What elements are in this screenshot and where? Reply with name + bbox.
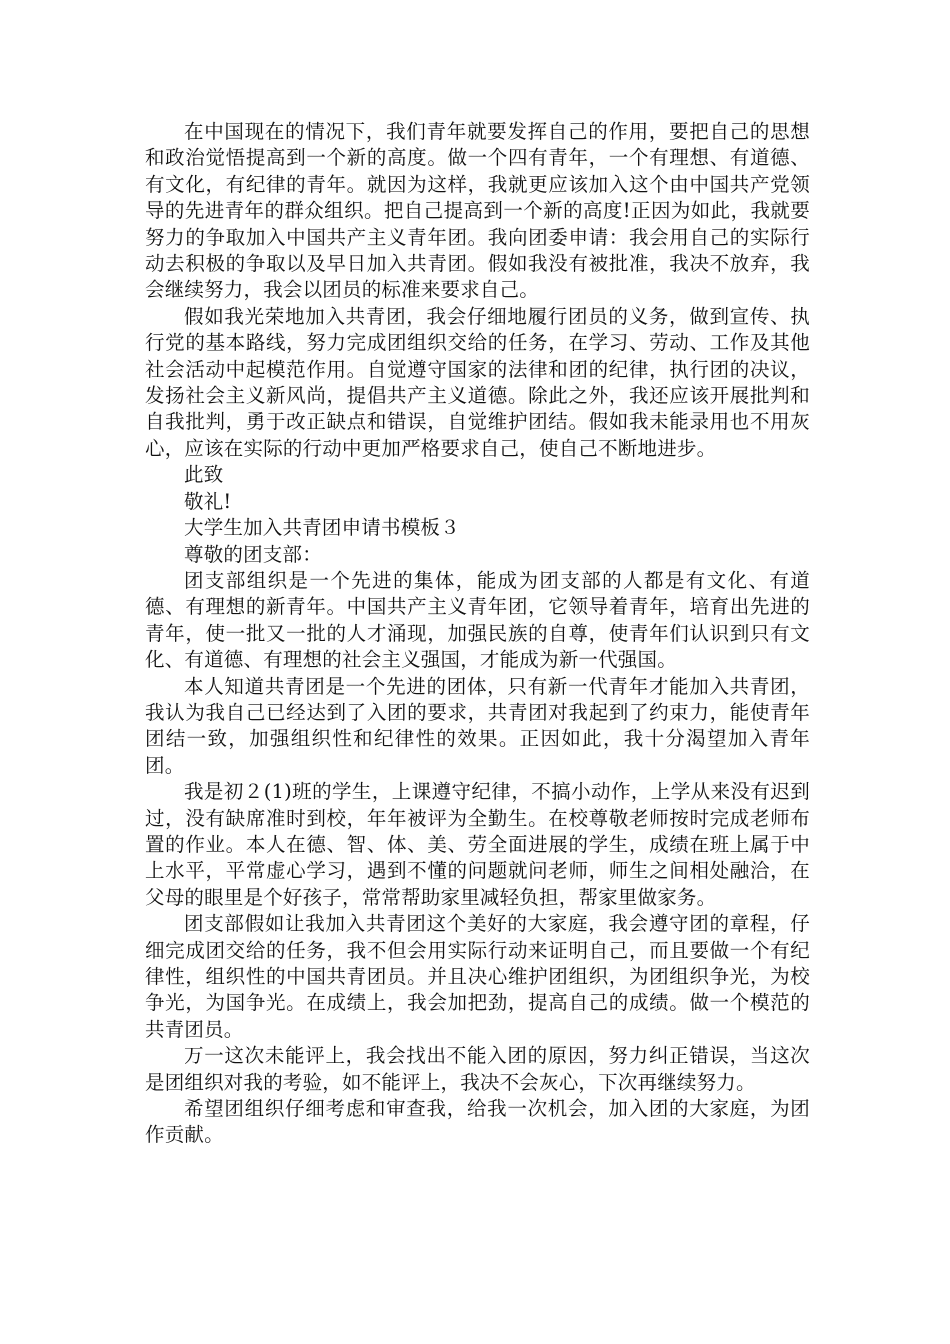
closing-line-1: 此致 <box>184 463 224 487</box>
closing-line-2: 敬礼! <box>184 489 232 513</box>
salutation: 尊敬的团支部： <box>184 542 322 566</box>
paragraph: 团支部假如让我加入共青团这个美好的大家庭，我会遵守团的章程，仔细完成团交给的任务，我不但会用实际行动来证明自己，而且要做一个有纪律性，组织性的中国共青团员。并且决心维护团组织，为团组织争光，为校争光，为国争光。在成绩上，我会加把劲，提高自己的成绩。做一个模范的共青团员。 <box>145 912 810 1041</box>
document-body <box>145 119 810 1149</box>
paragraph: 我是初２(1)班的学生，上课遵守纪律，不搞小动作，上学从来没有迟到过，没有缺席准时到校，年年被评为全勤生。在校尊敬老师按时完成老师布置的作业。本人在德、智、体、美、劳全面进展的学生，成绩在班上属于中上水平，平常虚心学习，遇到不懂的问题就问老师，师生之间相处融洽，在父母的眼里是个好孩子，常常帮助家里减轻负担，帮家里做家务。 <box>145 780 810 909</box>
template-title: 大学生加入共青团申请书模板３ <box>184 516 460 540</box>
paragraph: 万一这次未能评上，我会找出不能入团的原因，努力纠正错误，当这次是团组织对我的考验，如不能评上，我决不会灰心，下次再继续努力。 <box>145 1044 810 1094</box>
paragraph: 希望团组织仔细考虑和审查我，给我一次机会，加入团的大家庭，为团作贡献。 <box>145 1097 810 1147</box>
paragraph: 团支部组织是一个先进的集体，能成为团支部的人都是有文化、有道德、有理想的新青年。中国共产主义青年团，它领导着青年，培育出先进的青年，使一批又一批的人才涌现，加强民族的自尊，使青年们认识到只有文化、有道德、有理想的社会主义强国，才能成为新一代强国。 <box>145 568 810 672</box>
paragraph: 本人知道共青团是一个先进的团体，只有新一代青年才能加入共青团，我认为我自己已经达到了入团的要求，共青团对我起到了约束力，能使青年团结一致，加强组织性和纪律性的效果。正因如此，我十分渴望加入青年团。 <box>145 674 810 777</box>
paragraph: 假如我光荣地加入共青团，我会仔细地履行团员的义务，做到宣传、执行党的基本路线，努力完成团组织交给的任务，在学习、劳动、工作及其他社会活动中起模范作用。自觉遵守国家的法律和团的纪律，执行团的决议，发扬社会主义新风尚，提倡共产主义道德。除此之外，我还应该开展批判和自我批判，勇于改正缺点和错误，自觉维护团结。假如我未能录用也不用灰心，应该在实际的行动中更加严格要求自己，使自己不断地进步。 <box>145 304 810 460</box>
paragraph: 在中国现在的情况下，我们青年就要发挥自己的作用，要把自己的思想和政治觉悟提高到一个新的高度。做一个四有青年，一个有理想、有道德、有文化，有纪律的青年。就因为这样，我就更应该加入这个由中国共产党领导的先进青年的群众组织。把自己提高到一个新的高度!正因为如此，我就要努力的争取加入中国共产主义青年团。我向团委申请：我会用自己的实际行动去积极的争取以及早日加入共青团。假如我没有被批准，我决不放弃，我会继续努力，我会以团员的标准来要求自己。 <box>145 120 810 302</box>
